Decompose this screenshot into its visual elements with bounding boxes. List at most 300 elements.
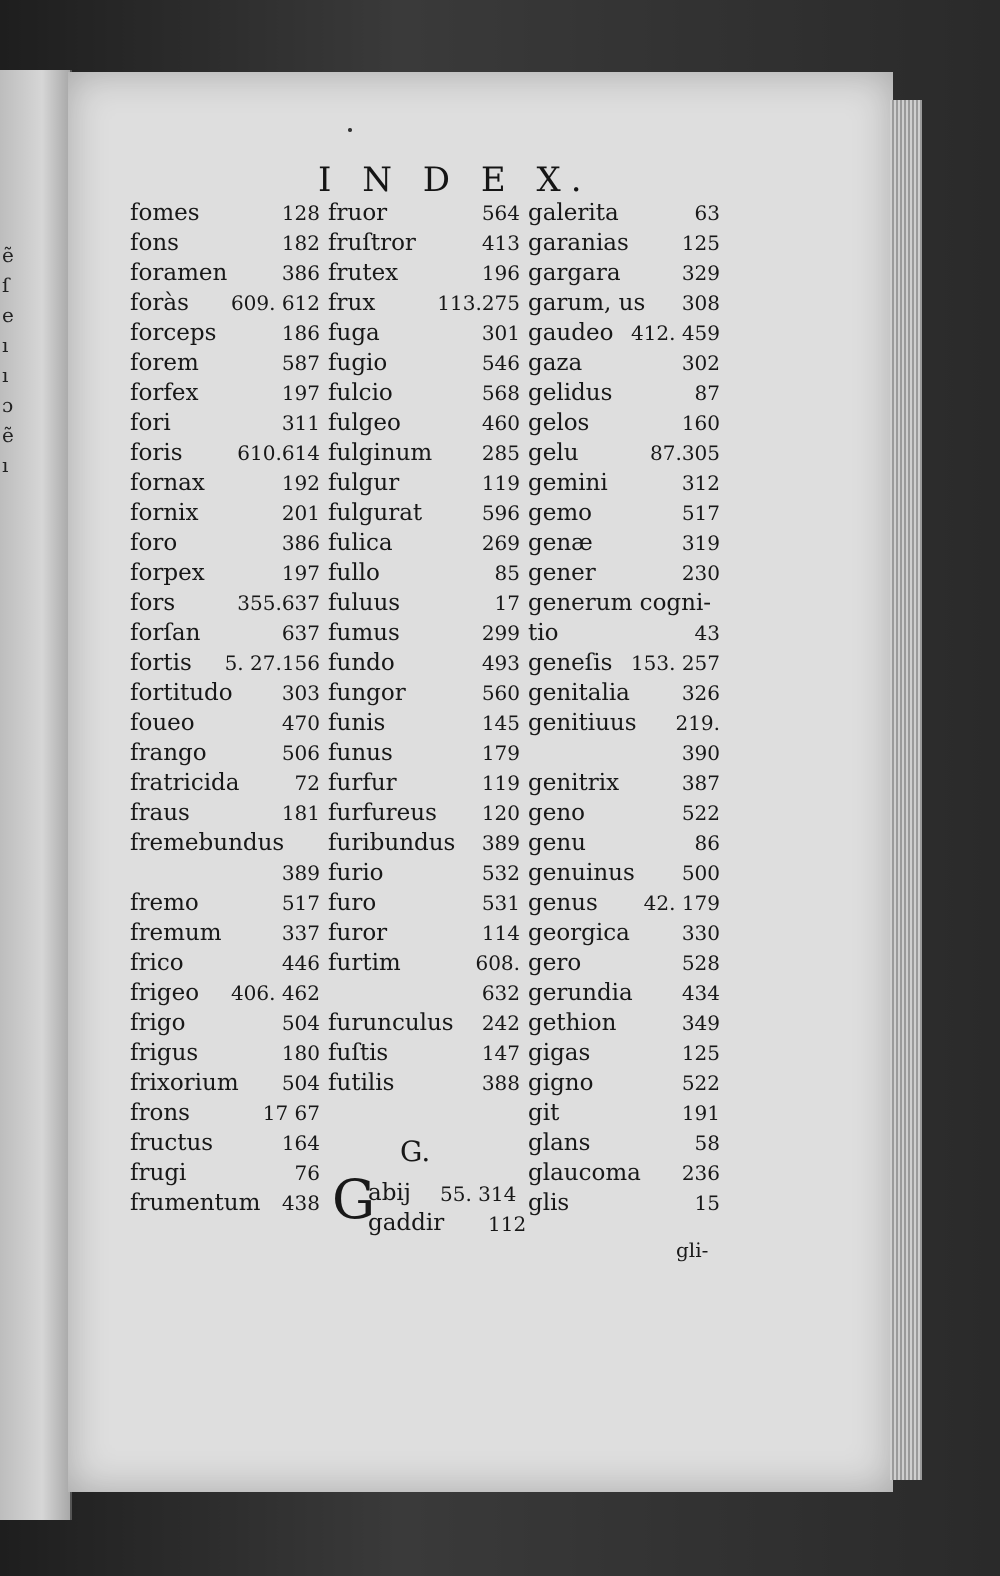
index-entry-word: genæ xyxy=(528,530,593,556)
index-entry-page: 114 xyxy=(481,921,520,945)
index-entry-page: 568 xyxy=(481,381,520,405)
index-entry-page: 160 xyxy=(681,411,720,435)
index-row xyxy=(528,978,720,1008)
index-entry-page: 87.305 xyxy=(650,441,720,465)
index-row xyxy=(528,288,720,318)
index-row xyxy=(328,618,520,648)
index-entry-word: fulgur xyxy=(328,470,400,496)
catchword: gli- xyxy=(676,1238,709,1262)
index-entry-page: 86 xyxy=(694,831,720,855)
index-row xyxy=(328,498,520,528)
index-entry-page: 326 xyxy=(681,681,720,705)
index-row xyxy=(528,798,720,828)
index-entry-page: 389 xyxy=(481,831,520,855)
index-entry-word: gemini xyxy=(528,470,608,496)
index-entry-word: glans xyxy=(528,1130,591,1156)
index-entry-page: 17 67 xyxy=(262,1101,320,1125)
index-entry-word: gelu xyxy=(528,440,579,466)
index-row xyxy=(328,798,520,828)
index-entry-word: frugi xyxy=(130,1160,187,1186)
index-row xyxy=(130,438,320,468)
index-entry-page: 120 xyxy=(481,801,520,825)
left-page-mark: ı xyxy=(2,363,9,387)
index-row xyxy=(130,258,320,288)
index-row xyxy=(130,318,320,348)
index-row xyxy=(328,1008,520,1038)
index-row xyxy=(528,828,720,858)
index-entry-word: fori xyxy=(130,410,171,436)
index-row xyxy=(130,918,320,948)
index-entry-page: 406. 462 xyxy=(230,981,320,1005)
index-row xyxy=(130,888,320,918)
index-entry-word: frango xyxy=(130,740,207,766)
index-entry-page: 87 xyxy=(694,381,720,405)
index-entry-word: genitrix xyxy=(528,770,620,796)
index-column-2 xyxy=(328,198,520,1098)
index-row xyxy=(328,468,520,498)
index-entry-word: generum cogni- xyxy=(528,590,712,616)
index-row xyxy=(130,738,320,768)
index-row xyxy=(528,708,720,738)
index-entry-word: gigas xyxy=(528,1040,591,1066)
index-entry-word: forſan xyxy=(130,620,201,646)
index-entry-word: furfureus xyxy=(328,800,437,826)
section-heading-g: G. xyxy=(400,1135,431,1168)
index-entry-page: 504 xyxy=(281,1011,320,1035)
index-entry-page: 119 xyxy=(481,771,520,795)
left-page-mark: ẽ xyxy=(2,243,14,267)
index-entry-page: 192 xyxy=(281,471,320,495)
index-row xyxy=(528,408,720,438)
index-row xyxy=(528,198,720,228)
index-entry-word: garum, us xyxy=(528,290,646,316)
index-entry-page: 5. 27.156 xyxy=(224,651,320,675)
index-entry-word: genus xyxy=(528,890,598,916)
index-entry-page: 329 xyxy=(681,261,720,285)
index-entry-page: 506 xyxy=(281,741,320,765)
index-row xyxy=(328,318,520,348)
index-entry-word: fremebundus xyxy=(130,830,285,856)
index-row xyxy=(528,318,720,348)
index-row xyxy=(130,588,320,618)
index-row xyxy=(130,1008,320,1038)
index-entry-word: galerita xyxy=(528,200,619,226)
index-entry-page: 434 xyxy=(681,981,720,1005)
index-entry-word: fremo xyxy=(130,890,199,916)
index-row xyxy=(328,768,520,798)
index-row xyxy=(130,468,320,498)
index-row xyxy=(130,708,320,738)
left-page xyxy=(0,70,72,1520)
index-entry-word: fortitudo xyxy=(130,680,233,706)
index-row xyxy=(328,858,520,888)
index-entry-word: fratricida xyxy=(130,770,240,796)
index-entry-page: 125 xyxy=(681,1041,720,1065)
index-entry-page: 608. xyxy=(475,951,520,975)
index-entry-page: 128 xyxy=(281,201,320,225)
index-entry-page: 55. 314 xyxy=(440,1182,517,1206)
index-entry-word: fungor xyxy=(328,680,406,706)
index-row xyxy=(130,408,320,438)
left-page-mark: ẽ xyxy=(2,423,14,447)
index-row xyxy=(130,1188,320,1218)
index-entry-word: git xyxy=(528,1100,560,1126)
index-column-1 xyxy=(130,198,320,1218)
index-row xyxy=(528,888,720,918)
index-entry-page: 181 xyxy=(281,801,320,825)
page-title: I N D E X. xyxy=(318,160,592,200)
index-row xyxy=(130,1128,320,1158)
index-row xyxy=(528,1188,720,1218)
index-row xyxy=(528,618,720,648)
index-row xyxy=(328,258,520,288)
index-entry-page: 230 xyxy=(681,561,720,585)
index-entry-page: 302 xyxy=(681,351,720,375)
index-entry-page: 179 xyxy=(481,741,520,765)
index-entry-word: frico xyxy=(130,950,184,976)
index-row xyxy=(528,258,720,288)
index-entry-page: 386 xyxy=(281,531,320,555)
index-entry-word: furor xyxy=(328,920,388,946)
index-entry-page: 528 xyxy=(681,951,720,975)
index-row xyxy=(528,1038,720,1068)
index-entry-page: 145 xyxy=(481,711,520,735)
index-entry-word: frux xyxy=(328,290,376,316)
index-entry-word: foro xyxy=(130,530,178,556)
index-entry-page: 85 xyxy=(494,561,520,585)
index-entry-page: 299 xyxy=(481,621,520,645)
left-page-mark: ı xyxy=(2,333,9,357)
index-row xyxy=(328,198,520,228)
index-entry-word: gero xyxy=(528,950,582,976)
index-row xyxy=(328,1068,520,1098)
index-entry-page: 446 xyxy=(281,951,320,975)
index-entry-word: genu xyxy=(528,830,586,856)
index-entry-word: fullo xyxy=(328,560,380,586)
index-entry-page: 308 xyxy=(681,291,720,315)
index-entry-word: tio xyxy=(528,620,559,646)
left-page-mark: ſ xyxy=(2,273,10,297)
index-entry-word: fors xyxy=(130,590,176,616)
index-entry-word: furio xyxy=(328,860,384,886)
index-entry-page: 112 xyxy=(488,1212,527,1236)
index-entry-word: fraus xyxy=(130,800,190,826)
index-entry-word: fornix xyxy=(130,500,199,526)
index-entry-page: 201 xyxy=(281,501,320,525)
index-entry-page: 460 xyxy=(481,411,520,435)
index-row xyxy=(130,798,320,828)
index-entry-word: fugio xyxy=(328,350,388,376)
index-row xyxy=(328,228,520,258)
left-page-mark: e xyxy=(2,303,14,327)
index-entry-word: frigo xyxy=(130,1010,186,1036)
index-entry-page: 493 xyxy=(481,651,520,675)
index-row xyxy=(528,768,720,798)
index-row xyxy=(528,948,720,978)
index-entry-word: gemo xyxy=(528,500,592,526)
index-entry-word: funis xyxy=(328,710,386,736)
index-row xyxy=(130,858,320,888)
index-entry-word: gelidus xyxy=(528,380,613,406)
index-row xyxy=(328,588,520,618)
index-entry-word: genitalia xyxy=(528,680,630,706)
index-entry-word: fuluus xyxy=(328,590,401,616)
index-entry-word: fulica xyxy=(328,530,393,556)
index-entry-word: gaza xyxy=(528,350,583,376)
index-entry-page: 349 xyxy=(681,1011,720,1035)
index-row xyxy=(528,468,720,498)
index-entry-word: fruor xyxy=(328,200,388,226)
index-row xyxy=(130,948,320,978)
index-entry-word: foris xyxy=(130,440,183,466)
index-row xyxy=(528,1158,720,1188)
index-entry-page: 311 xyxy=(281,411,320,435)
index-entry-word: fulgeo xyxy=(328,410,401,436)
index-entry-page: 219. xyxy=(675,711,720,735)
index-entry-page: 337 xyxy=(281,921,320,945)
index-entry-word: glaucoma xyxy=(528,1160,641,1186)
index-row xyxy=(130,498,320,528)
index-entry-word: fruſtror xyxy=(328,230,416,256)
index-row xyxy=(328,528,520,558)
index-entry-page: 388 xyxy=(481,1071,520,1095)
index-entry-page: 632 xyxy=(481,981,520,1005)
page-speck xyxy=(348,128,352,132)
index-entry-word: fomes xyxy=(130,200,200,226)
index-entry-page: 470 xyxy=(281,711,320,735)
index-entry-page: 522 xyxy=(681,801,720,825)
index-entry-page: 609. 612 xyxy=(230,291,320,315)
index-row xyxy=(328,288,520,318)
index-entry-word: fornax xyxy=(130,470,205,496)
index-entry-word: abij xyxy=(368,1180,411,1206)
left-page-marks xyxy=(2,240,14,480)
index-entry-page: 196 xyxy=(481,261,520,285)
index-entry-page: 164 xyxy=(281,1131,320,1155)
index-entry-page: 182 xyxy=(281,231,320,255)
index-entry-word: forem xyxy=(130,350,199,376)
index-row xyxy=(528,858,720,888)
left-page-mark: ɔ xyxy=(2,393,14,417)
index-row xyxy=(528,348,720,378)
index-entry-word: furo xyxy=(328,890,377,916)
left-page-mark: ı xyxy=(2,453,9,477)
index-entry-word: fumus xyxy=(328,620,400,646)
index-entry-page: 197 xyxy=(281,381,320,405)
index-entry-word: furunculus xyxy=(328,1010,454,1036)
index-row xyxy=(130,978,320,1008)
index-row xyxy=(130,1158,320,1188)
index-entry-page: 500 xyxy=(681,861,720,885)
index-entry-page: 147 xyxy=(481,1041,520,1065)
index-entry-page: 285 xyxy=(481,441,520,465)
index-row xyxy=(328,348,520,378)
index-row xyxy=(528,1008,720,1038)
index-row xyxy=(130,228,320,258)
index-entry-word: genuinus xyxy=(528,860,635,886)
index-entry-word: gaddir xyxy=(368,1210,445,1236)
initial-letter-g: G xyxy=(332,1168,376,1231)
index-entry-page: 312 xyxy=(681,471,720,495)
index-row xyxy=(130,1068,320,1098)
index-entry-page: 596 xyxy=(481,501,520,525)
index-entry-page: 517 xyxy=(681,501,720,525)
index-row xyxy=(130,618,320,648)
index-entry-word: garanias xyxy=(528,230,629,256)
index-entry-page: 269 xyxy=(481,531,520,555)
index-row xyxy=(130,828,320,858)
index-column-3 xyxy=(528,198,720,1218)
index-entry-page: 504 xyxy=(281,1071,320,1095)
index-entry-word: furtim xyxy=(328,950,401,976)
index-entry-word: fructus xyxy=(130,1130,214,1156)
index-row xyxy=(328,408,520,438)
index-entry-page: 180 xyxy=(281,1041,320,1065)
index-entry-word: furibundus xyxy=(328,830,456,856)
index-row xyxy=(528,738,720,768)
index-row xyxy=(130,1098,320,1128)
index-row xyxy=(130,648,320,678)
index-row xyxy=(528,498,720,528)
index-entry-page: 319 xyxy=(681,531,720,555)
index-entry-word: frigus xyxy=(130,1040,199,1066)
index-row xyxy=(528,1068,720,1098)
index-row xyxy=(130,378,320,408)
index-entry-page: 191 xyxy=(681,1101,720,1125)
index-row xyxy=(528,918,720,948)
index-entry-word: forpex xyxy=(130,560,205,586)
index-row xyxy=(328,888,520,918)
index-row xyxy=(528,1098,720,1128)
index-row xyxy=(528,648,720,678)
index-row xyxy=(528,558,720,588)
index-entry-word: frigeo xyxy=(130,980,200,1006)
index-entry-word: furfur xyxy=(328,770,397,796)
index-row xyxy=(130,198,320,228)
index-entry-word: foueo xyxy=(130,710,195,736)
index-entry-page: 119 xyxy=(481,471,520,495)
index-entry-page: 303 xyxy=(281,681,320,705)
index-row xyxy=(328,978,520,1008)
index-row xyxy=(130,1038,320,1068)
index-entry-word: glis xyxy=(528,1190,570,1216)
index-entry-word: forfex xyxy=(130,380,199,406)
index-entry-word: forceps xyxy=(130,320,217,346)
index-entry-word: geneſis xyxy=(528,650,613,676)
index-row xyxy=(130,348,320,378)
index-entry-page: 301 xyxy=(481,321,520,345)
index-entry-word: fulgurat xyxy=(328,500,423,526)
index-entry-page: 125 xyxy=(681,231,720,255)
index-entry-page: 587 xyxy=(281,351,320,375)
index-entry-word: gargara xyxy=(528,260,621,286)
index-entry-word: gelos xyxy=(528,410,590,436)
index-entry-word: frumentum xyxy=(130,1190,261,1216)
index-row xyxy=(130,288,320,318)
index-entry-page: 517 xyxy=(281,891,320,915)
index-entry-page: 532 xyxy=(481,861,520,885)
index-entry-word: gigno xyxy=(528,1070,594,1096)
index-entry-word: futilis xyxy=(328,1070,395,1096)
index-entry-page: 153. 257 xyxy=(630,651,720,675)
index-entry-word: gethion xyxy=(528,1010,617,1036)
index-entry-page: 43 xyxy=(694,621,720,645)
index-entry-page: 389 xyxy=(281,861,320,885)
index-entry-page: 242 xyxy=(481,1011,520,1035)
index-entry-page: 412. 459 xyxy=(630,321,720,345)
index-entry-page: 236 xyxy=(681,1161,720,1185)
index-entry-page: 546 xyxy=(481,351,520,375)
index-entry-page: 113.275 xyxy=(437,291,520,315)
index-entry-page: 58 xyxy=(694,1131,720,1155)
index-row xyxy=(528,588,720,618)
index-entry-word: fundo xyxy=(328,650,395,676)
index-entry-word: fuſtis xyxy=(328,1040,389,1066)
index-row xyxy=(528,378,720,408)
index-entry-word: fortis xyxy=(130,650,192,676)
index-row xyxy=(528,528,720,558)
index-entry-word: foràs xyxy=(130,290,189,316)
index-entry-page: 522 xyxy=(681,1071,720,1095)
index-entry-page: 63 xyxy=(694,201,720,225)
index-entry-word: fulcio xyxy=(328,380,393,406)
index-entry-word: geno xyxy=(528,800,585,826)
index-entry-page: 560 xyxy=(481,681,520,705)
index-entry-word: frixorium xyxy=(130,1070,239,1096)
index-entry-page: 386 xyxy=(281,261,320,285)
index-entry-page: 197 xyxy=(281,561,320,585)
index-row xyxy=(328,648,520,678)
index-entry-page: 355.637 xyxy=(237,591,320,615)
index-row xyxy=(528,438,720,468)
index-entry-word: georgica xyxy=(528,920,630,946)
index-entry-page: 76 xyxy=(294,1161,320,1185)
index-entry-page: 15 xyxy=(694,1191,720,1215)
index-entry-word: fulginum xyxy=(328,440,433,466)
index-entry-page: 390 xyxy=(681,741,720,765)
index-entry-page: 438 xyxy=(281,1191,320,1215)
index-entry-word: gener xyxy=(528,560,596,586)
index-entry-page: 531 xyxy=(481,891,520,915)
index-entry-page: 186 xyxy=(281,321,320,345)
index-entry-word: gaudeo xyxy=(528,320,614,346)
index-row xyxy=(328,948,520,978)
index-entry-word: fremum xyxy=(130,920,222,946)
index-entry-page: 330 xyxy=(681,921,720,945)
index-entry-word: foramen xyxy=(130,260,228,286)
index-row xyxy=(328,678,520,708)
index-row xyxy=(130,528,320,558)
index-row xyxy=(328,708,520,738)
page-edge xyxy=(890,100,922,1480)
index-row xyxy=(130,768,320,798)
index-entry-page: 413 xyxy=(481,231,520,255)
index-row xyxy=(328,558,520,588)
index-entry-page: 610.614 xyxy=(237,441,320,465)
index-entry-page: 72 xyxy=(294,771,320,795)
index-row xyxy=(328,828,520,858)
index-entry-word: fons xyxy=(130,230,179,256)
index-row xyxy=(528,228,720,258)
index-entry-word: frutex xyxy=(328,260,399,286)
index-row xyxy=(528,1128,720,1158)
index-entry-page: 637 xyxy=(281,621,320,645)
index-row xyxy=(328,438,520,468)
index-entry-word: fuga xyxy=(328,320,380,346)
index-row xyxy=(528,678,720,708)
index-entry-word: frons xyxy=(130,1100,190,1126)
index-entry-page: 564 xyxy=(481,201,520,225)
